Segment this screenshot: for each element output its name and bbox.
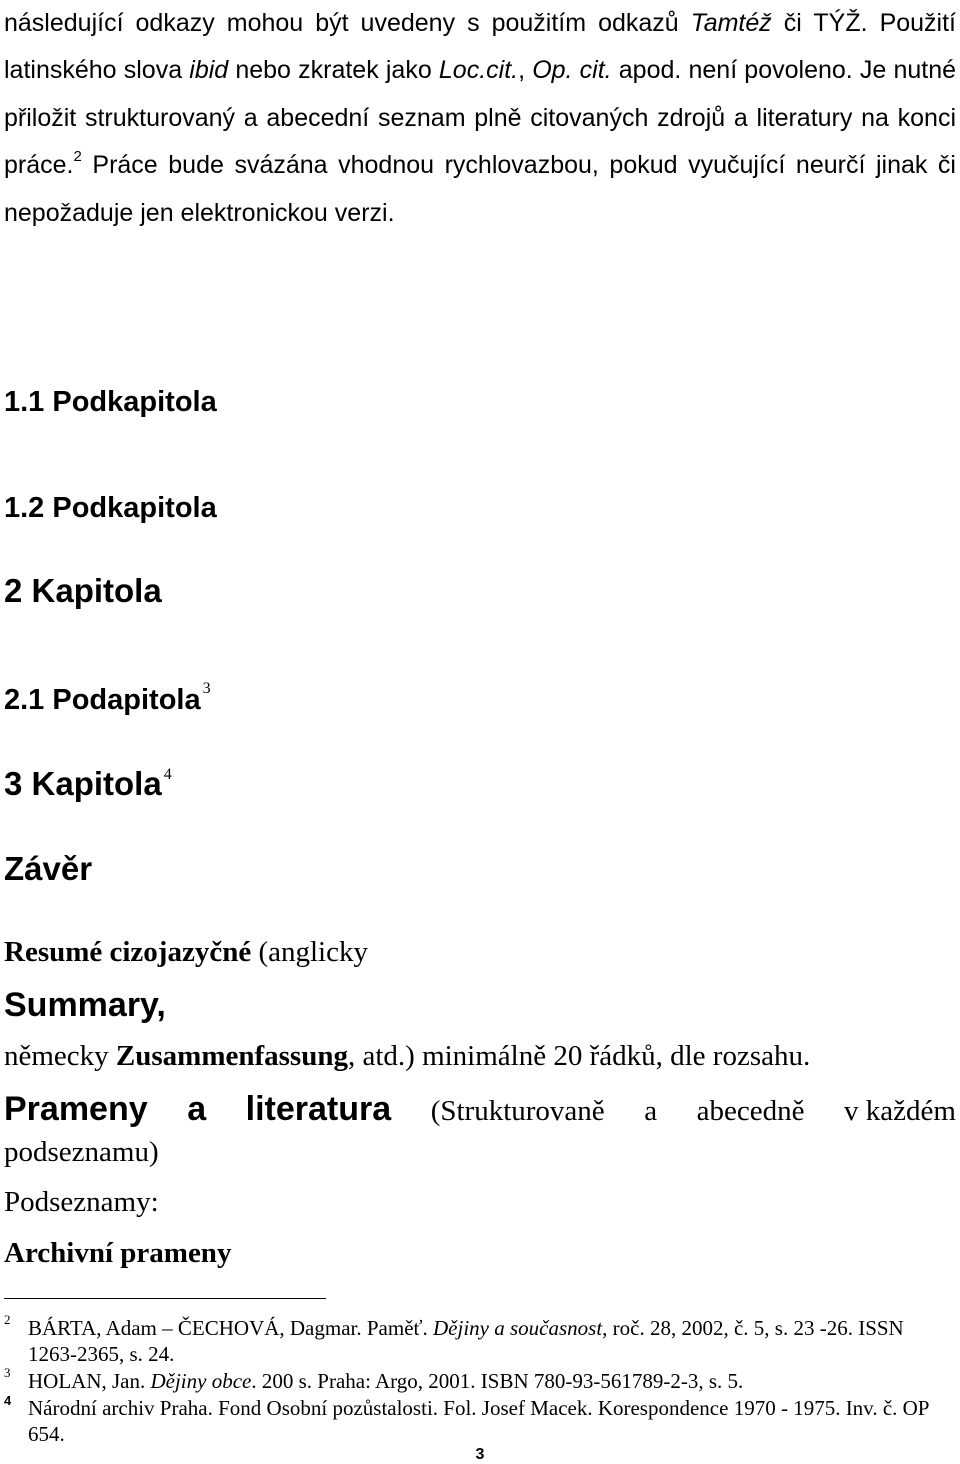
german-line	[4, 1040, 810, 1073]
sources-line-2: podseznamu)	[4, 1136, 159, 1168]
text-run: nebo zkratek jako	[228, 56, 439, 85]
text-run: ,	[518, 56, 533, 85]
text-run: , atd.) minimálně 20 řádků, dle rozsahu.	[347, 1040, 811, 1072]
page-number: 3	[475, 1446, 485, 1463]
sources-word: a	[187, 1090, 207, 1128]
heading-1-2: 1.2 Podkapitola	[4, 492, 217, 524]
heading-2: 2 Kapitola	[4, 572, 162, 609]
sources-word: literatura	[245, 1090, 392, 1128]
text-run-italic: Tamtéž	[690, 9, 772, 37]
footnote-4	[4, 1395, 956, 1447]
body-paragraph	[4, 0, 956, 237]
sources-word: a	[644, 1095, 658, 1127]
resume-bold: Resumé cizojazyčné	[4, 936, 252, 968]
text-run: či TÝŽ. Použití latinského slova	[4, 9, 956, 85]
footnote-3	[4, 1365, 956, 1394]
footnote-number: 4	[4, 1393, 12, 1408]
heading-text: 3 Kapitola	[4, 765, 162, 802]
text-run-italic: Dějiny obce	[150, 1369, 252, 1393]
text-run-italic: Op. cit.	[532, 56, 612, 85]
footnote-separator	[4, 1298, 326, 1299]
footnote-ref[interactable]: 3	[202, 680, 211, 697]
sources-heading-line	[4, 1090, 956, 1129]
text-run-italic: ibid	[189, 56, 229, 85]
text-run: BÁRTA, Adam – ČECHOVÁ, Dagmar. Paměť.	[28, 1316, 433, 1340]
sources-word: Prameny	[4, 1090, 148, 1128]
text-run: apod. není povoleno. Je nutné přiložit strukturovaný a abecední seznam plně citovaných zdrojů a literatury na konci práce.	[4, 56, 957, 180]
resume-line	[4, 936, 368, 969]
heading-2-1	[4, 680, 211, 717]
text-run: Národní archiv Praha. Fond Osobní pozůstalosti. Fol. Josef Macek. Korespondence 1970 - 1975. Inv. č. OP 654.	[28, 1396, 929, 1446]
footnote-text	[4, 1395, 956, 1447]
footnote-number: 3	[4, 1365, 11, 1380]
text-run: , roč. 28, 2002, č. 5, s. 23 -26. ISSN 1263-2365, s. 24.	[28, 1316, 904, 1366]
heading-text: 2.1 Podapitola	[4, 684, 201, 716]
text-run: . 200 s. Praha: Argo, 2001. ISBN 780-93-561789-2-3, s. 5.	[251, 1369, 744, 1393]
heading-3	[4, 765, 172, 803]
text-run: následující odkazy mohou být uvedeny s použitím odkazů	[4, 9, 691, 37]
footnote-ref[interactable]: 4	[163, 766, 172, 783]
subsections-label: Podseznamy:	[4, 1186, 159, 1218]
sources-word: abecedně	[696, 1095, 805, 1127]
footnote-text	[4, 1368, 956, 1394]
footnote-2	[4, 1312, 956, 1367]
text-run: HOLAN, Jan.	[28, 1369, 151, 1393]
zusammenfassung-bold: Zusammenfassung	[115, 1040, 348, 1072]
heading-1-1: 1.1 Podkapitola	[4, 386, 217, 418]
sources-word: v každém	[844, 1095, 956, 1127]
footnote-number: 2	[4, 1312, 11, 1327]
resume-rest: (anglicky	[251, 936, 368, 968]
sources-word: (Strukturovaně	[430, 1095, 605, 1127]
summary-heading: Summary,	[4, 986, 166, 1024]
footnote-ref[interactable]: 2	[73, 148, 82, 166]
text-run: německy	[4, 1040, 116, 1072]
footnote-text	[4, 1315, 956, 1367]
heading-zaver: Závěr	[4, 850, 93, 887]
text-run: Práce bude svázána vhodnou rychlovazbou, pokud vyučující neurčí jinak či nepožaduje jen elektronickou verzi.	[4, 151, 956, 227]
archive-sources-heading: Archivní prameny	[4, 1237, 232, 1269]
text-run-italic: Dějiny a současnost	[433, 1316, 603, 1340]
text-run-italic: Loc.cit.	[438, 56, 519, 85]
